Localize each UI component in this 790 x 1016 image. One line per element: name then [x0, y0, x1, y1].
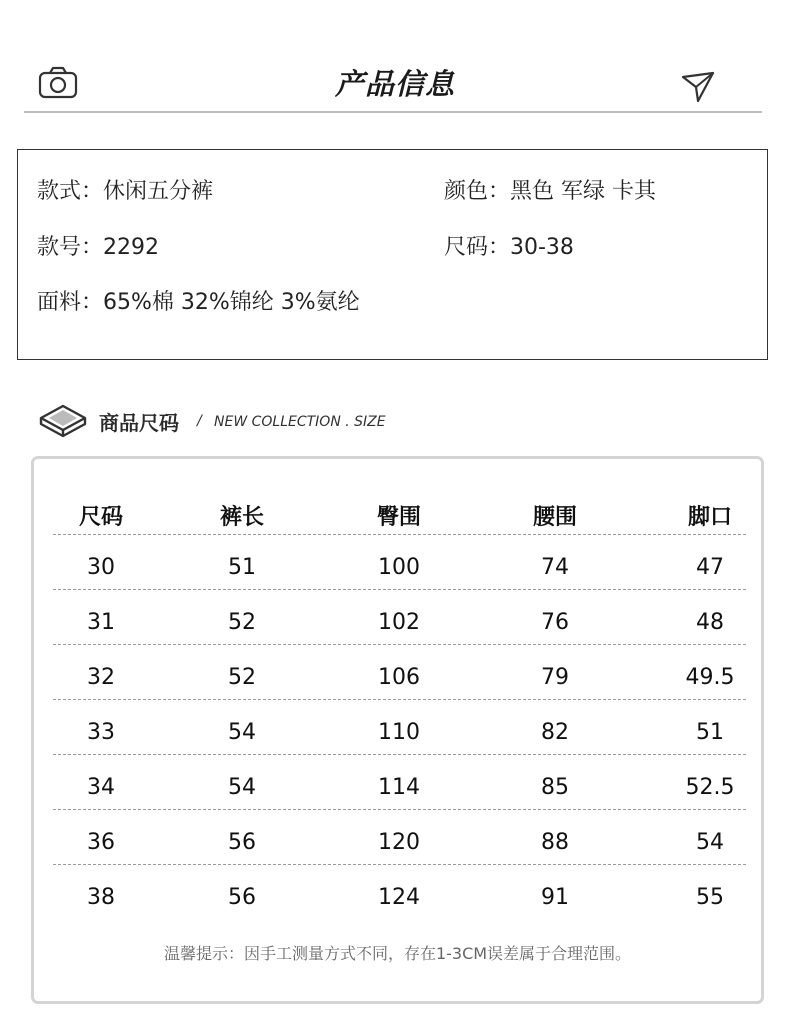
row-divider [53, 809, 746, 810]
table-cell: 55 [696, 885, 724, 910]
row-divider [53, 699, 746, 700]
table-cell: 56 [228, 885, 256, 910]
table-cell: 32 [87, 665, 115, 690]
table-cell: 56 [228, 830, 256, 855]
send-icon[interactable] [680, 68, 716, 104]
column-header: 尺码 [78, 505, 123, 530]
table-cell: 88 [541, 830, 569, 855]
table-cell: 51 [696, 720, 724, 745]
row-divider [53, 534, 746, 535]
box-icon [37, 400, 89, 440]
row-divider [53, 644, 746, 645]
table-cell: 52.5 [685, 775, 735, 800]
table-cell: 54 [696, 830, 724, 855]
info-item-no: 款号：2292 [37, 235, 159, 260]
table-cell: 102 [378, 610, 420, 635]
table-cell: 106 [378, 665, 420, 690]
column-header: 裤长 [219, 505, 264, 530]
table-cell: 54 [228, 775, 256, 800]
column-header: 臀围 [376, 505, 421, 530]
table-cell: 124 [378, 885, 420, 910]
table-cell: 100 [378, 555, 420, 580]
table-cell: 51 [228, 555, 256, 580]
table-cell: 85 [541, 775, 569, 800]
section-title: 商品尺码 [99, 411, 179, 435]
table-cell: 110 [378, 720, 420, 745]
info-color: 颜色：黑色 军绿 卡其 [444, 179, 656, 204]
table-cell: 91 [541, 885, 569, 910]
info-size: 尺码：30-38 [444, 235, 574, 260]
table-cell: 34 [87, 775, 115, 800]
table-cell: 30 [87, 555, 115, 580]
table-cell: 114 [378, 775, 420, 800]
table-cell: 47 [696, 555, 724, 580]
row-divider [53, 754, 746, 755]
table-cell: 76 [541, 610, 569, 635]
info-style: 款式：休闲五分裤 [37, 179, 214, 204]
product-info-box [17, 149, 768, 360]
info-fabric: 面料：65%棉 32%锦纶 3%氨纶 [37, 290, 360, 315]
header-divider [24, 111, 762, 113]
table-cell: 120 [378, 830, 420, 855]
measurement-note: 温馨提示：因手工测量方式不同，存在1-3CM误差属于合理范围。 [163, 944, 632, 963]
column-header: 腰围 [532, 505, 577, 530]
table-cell: 31 [87, 610, 115, 635]
table-cell: 33 [87, 720, 115, 745]
table-cell: 48 [696, 610, 724, 635]
table-cell: 52 [228, 665, 256, 690]
page-title: 产品信息 [334, 67, 455, 101]
table-cell: 79 [541, 665, 569, 690]
column-header: 脚口 [687, 505, 732, 530]
table-cell: 36 [87, 830, 115, 855]
table-cell: 52 [228, 610, 256, 635]
table-cell: 54 [228, 720, 256, 745]
section-slash: / [197, 413, 202, 429]
table-cell: 49.5 [685, 665, 735, 690]
row-divider [53, 589, 746, 590]
table-cell: 74 [541, 555, 569, 580]
table-cell: 38 [87, 885, 115, 910]
row-divider [53, 864, 746, 865]
section-subtitle: NEW COLLECTION . SIZE [214, 414, 386, 430]
table-cell: 82 [541, 720, 569, 745]
